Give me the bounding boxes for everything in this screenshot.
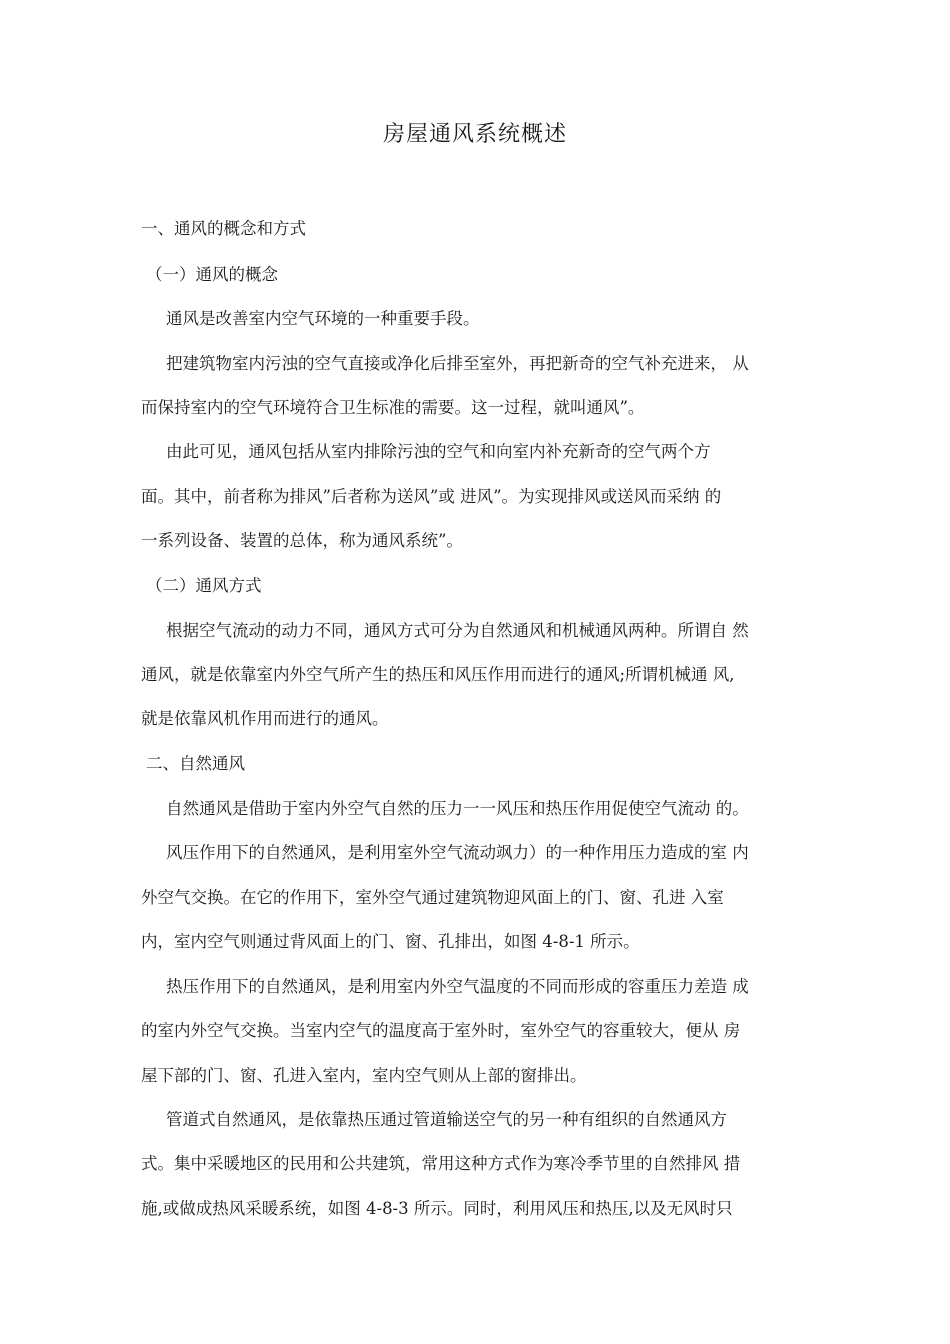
subsection-heading: （二）通风方式 [146,576,262,595]
paragraph-line: 通风，就是依靠室内外空气所产生的热压和风压作用而进行的通风;所谓机械通 风, [141,665,735,684]
paragraph-line: 式。集中采暖地区的民用和公共建筑，常用这种方式作为寒冷季节里的自然排风 措 [141,1154,741,1173]
subsection-heading: （一）通风的概念 [146,265,278,284]
paragraph-line: 内，室内空气则通过背风面上的门、窗、孔排出，如图 4-8-1 所示。 [141,932,640,951]
paragraph-line: 一系列设备、装置的总体，称为通风系统”。 [141,531,463,550]
paragraph-line: 根据空气流动的动力不同，通风方式可分为自然通风和机械通风两种。所谓自 然 [166,621,749,640]
paragraph-line: 的室内外空气交换。当室内空气的温度高于室外时，室外空气的容重较大，便从 房 [141,1021,741,1040]
paragraph-line: 热压作用下的自然通风，是利用室内外空气温度的不同而形成的容重压力差造 成 [166,977,749,996]
paragraph-line: 施,或做成热风采暖系统，如图 4-8-3 所示。同时，利用风压和热压,以及无风时只 [141,1199,733,1218]
paragraph-line: 自然通风是借助于室内外空气自然的压力一一风压和热压作用促使空气流动 的。 [166,799,749,818]
document-title: 房屋通风系统概述 [382,122,567,147]
paragraph-line: 管道式自然通风，是依靠热压通过管道输送空气的另一种有组织的自然通风方 [166,1110,727,1129]
section-heading: 二、自然通风 [146,754,245,773]
paragraph-line: 面。其中，前者称为排风”后者称为送风”或 进风”。为实现排风或送风而采纳 的 [141,487,722,506]
paragraph-line: 由此可见，通风包括从室内排除污浊的空气和向室内补充新奇的空气两个方 [166,442,711,461]
paragraph-line: 通风是改善室内空气环境的一种重要手段。 [166,309,480,328]
paragraph-line: 就是依靠风机作用而进行的通风。 [141,709,389,728]
paragraph-line: 而保持室内的空气环境符合卫生标准的需要。这一过程，就叫通风”。 [141,398,645,417]
paragraph-line: 屋下部的门、窗、孔进入室内，室内空气则从上部的窗排出。 [141,1066,587,1085]
paragraph-line: 把建筑物室内污浊的空气直接或净化后排至室外，再把新奇的空气补充进来， 从 [166,354,749,373]
section-heading: 一、通风的概念和方式 [141,219,306,238]
paragraph-line: 风压作用下的自然通风，是利用室外空气流动飒力）的一种作用压力造成的室 内 [166,843,749,862]
paragraph-line: 外空气交换。在它的作用下，室外空气通过建筑物迎风面上的门、窗、孔进 入室 [141,888,724,907]
